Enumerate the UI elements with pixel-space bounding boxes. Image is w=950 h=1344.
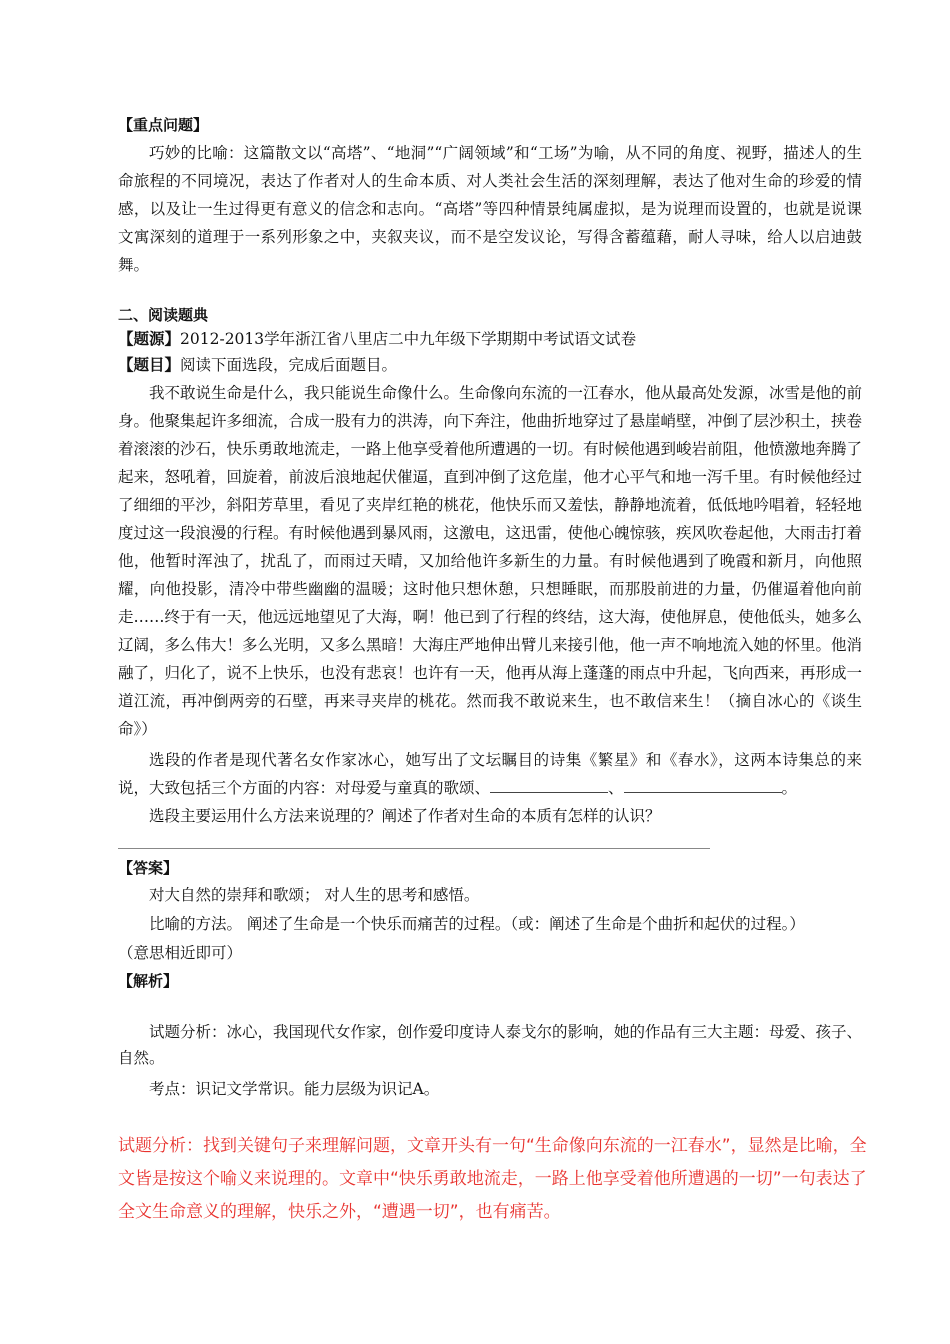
question-label: 【题目】 <box>118 356 181 374</box>
source-label: 【题源】 <box>118 330 181 348</box>
question-1-end: 。 <box>781 779 798 797</box>
analysis-point: 考点：识记文学常识。能力层级为识记A。 <box>149 1080 440 1098</box>
answer-line-2: 比喻的方法。 阐述了生命是一个快乐而痛苦的过程。（或：阐述了生命是个曲折和起伏的过程。） <box>149 915 805 933</box>
question-1-text: 选段的作者是现代著名女作家冰心，她写出了文坛瞩目的诗集《繁星》和《春水》，这两本诗集总的来说，大致包括三个方面的内容：对母爱与童真的歌颂、 <box>118 751 862 797</box>
key-issue-heading: 【重点问题】 <box>118 116 209 134</box>
analysis-heading: 【解析】 <box>118 972 179 990</box>
source-line <box>118 327 636 351</box>
passage-source-note: （摘自冰心的《谈生命》） <box>118 692 862 738</box>
answer-heading: 【答案】 <box>118 859 179 877</box>
question-line <box>118 353 397 377</box>
answer-blank-1[interactable] <box>490 776 608 793</box>
question-1-separator: 、 <box>608 779 624 797</box>
reading-section-heading: 二、阅读题典 <box>118 306 209 324</box>
answer-divider <box>118 848 710 849</box>
analysis-paragraph: 试题分析：冰心，我国现代女作家，创作爱印度诗人泰戈尔的影响，她的作品有三大主题：母爱、孩子、自然。 <box>118 1023 863 1067</box>
answer-line-1: 对大自然的崇拜和歌颂； 对人生的思考和感悟。 <box>149 886 480 904</box>
question-text: 阅读下面选段，完成后面题目。 <box>180 356 398 374</box>
red-annotation: 试题分析：找到关键句子来理解问题，文章开头有一句“生命像向东流的一江春水”，显然是比喻，全文皆是按这个喻义来说理的。文章中“快乐勇敢地流走，一路上他享受着他所遭遇的一切”一句表达了全文生命意义的理解，快乐之外，“遭遇一切”，也有痛苦。 <box>118 1136 867 1222</box>
question-2: 选段主要运用什么方法来说理的？阐述了作者对生命的本质有怎样的认识？ <box>149 807 661 825</box>
question-1 <box>118 746 862 802</box>
passage-text: 我不敢说生命是什么，我只能说生命像什么。生命像向东流的一江春水，他从最高处发源，冰雪是他的前身。他聚集起许多细流，合成一股有力的洪涛，向下奔注，他曲折地穿过了悬崖峭壁，冲倒了层沙积土，挟卷着滚滚的沙石，快乐勇敢地流走，一路上他享受着他所遭遇的一切。有时候他遇到峻岩前阻，他愤激地奔腾了起来，怒吼着，回旋着，前波后浪地起伏催逼，直到冲倒了这危崖，他才心平气和地一泻千里。有时候他经过了细细的平沙，斜阳芳草里，看见了夹岸红艳的桃花，他快乐而又羞怯，静静地流着，低低地吟唱着，轻轻地度过这一段浪漫的行程。有时候他遇到暴风雨，这激电，这迅雷，使他心魄惊骇，疾风吹卷起他，大雨击打着他，他暂时浑浊了，扰乱了，而雨过天晴，又加给他许多新生的力量。有时候他遇到了晚霞和新月，向他照耀，向他投影，清冷中带些幽幽的温暖；这时他只想休憩，只想睡眠，而那股前进的力量，仍催逼着他向前走……终于有一天，他远远地望见了大海，啊！他已到了行程的终结，这大海，使他屏息，使他低头，她多么辽阔，多么伟大！多么光明，又多么黑暗！大海庄严地伸出臂儿来接引他，他一声不响地流入她的怀里。他消融了，归化了，说不上快乐，也没有悲哀！也许有一天，他再从海上蓬蓬的雨点中升起，飞向西来，再形成一道江流，再冲倒两旁的石壁，再来寻夹岸的桃花。然而我不敢说来生，也不敢信来生！ <box>118 384 863 710</box>
passage-paragraph <box>118 379 862 743</box>
answer-line-3: （意思相近即可） <box>118 944 243 962</box>
answer-blank-2[interactable] <box>624 776 782 793</box>
key-issue-paragraph: 巧妙的比喻：这篇散文以“高塔”、“地洞”“广阔领域”和“工场”为喻，从不同的角度、视野，描述人的生命旅程的不同境况，表达了作者对人的生命本质、对人类社会生活的深刻理解，表达了他对生命的珍爱的情感，以及让一生过得更有意义的信念和志向。“高塔”等四种情景纯属虚拟，是为说理而设置的，也就是说课文寓深刻的道理于一系列形象之中，夹叙夹议，而不是空发议论，写得含蓄蕴藉，耐人寻味，给人以启迪鼓舞。 <box>118 144 862 274</box>
source-text: 2012-2013学年浙江省八里店二中九年级下学期期中考试语文试卷 <box>180 330 637 348</box>
